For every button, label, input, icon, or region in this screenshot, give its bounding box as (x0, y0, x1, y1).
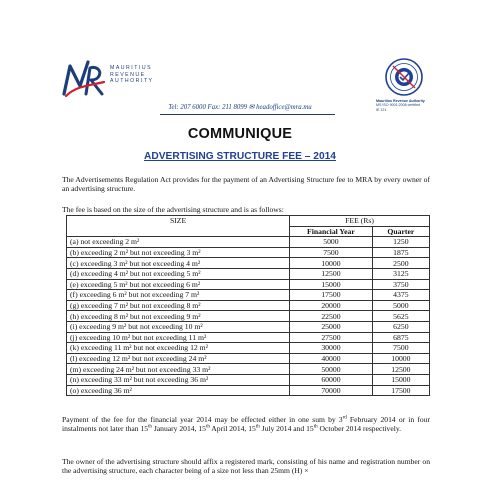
fee-table-body (67, 237, 430, 396)
cell-size: (c) exceeding 3 m² but not exceeding 4 m² (67, 258, 290, 269)
cell-size: (b) exceeding 2 m² but not exceeding 3 m² (67, 247, 290, 258)
cell-quarter: 1875 (372, 247, 429, 258)
cell-financial-year: 60000 (290, 374, 373, 385)
cell-financial-year: 30000 (290, 343, 373, 354)
cell-quarter: 10000 (372, 353, 429, 364)
cell-financial-year: 25000 (290, 321, 373, 332)
cell-quarter: 5625 (372, 311, 429, 322)
header-size: SIZE (67, 216, 290, 237)
cell-size: (g) exceeding 7 m² but not exceeding 8 m² (67, 300, 290, 311)
cell-financial-year: 40000 (290, 353, 373, 364)
cell-financial-year: 5000 (290, 237, 373, 248)
cell-quarter: 15000 (372, 374, 429, 385)
ordinal: th (313, 424, 318, 430)
cell-quarter: 2500 (372, 258, 429, 269)
certification-seal-icon (385, 58, 423, 96)
intro-paragraph: The Advertisements Regulation Act provides for the payment of an Advertising Structure fee to MRA by every owner of an advertising structure. (62, 175, 430, 194)
payment-text: Payment of the fee for the financial year 2014 may be effected either in one sum by 3 (62, 415, 343, 424)
cell-size: (n) exceeding 33 m² but not exceeding 36 m² (67, 374, 290, 385)
cell-financial-year: 12500 (290, 268, 373, 279)
mra-logo (62, 56, 154, 100)
cell-quarter: 1250 (372, 237, 429, 248)
fee-basis-paragraph: The fee is based on the size of the advertising structure and is as follows: (62, 205, 284, 214)
mra-logo-text (110, 65, 153, 85)
table-row (67, 247, 430, 258)
mra-logo-mark (62, 56, 106, 98)
cell-financial-year: 7500 (290, 247, 373, 258)
table-row (67, 268, 430, 279)
contact-divider (160, 114, 335, 115)
table-row (67, 300, 430, 311)
cell-size: (h) exceeding 8 m² but not exceeding 9 m² (67, 311, 290, 322)
header-quarter: Quarter (372, 226, 429, 237)
owner-notice-paragraph: The owner of the advertising structure should affix a registered mark, consisting of his name and registration number on the advertising structure, each character being of a size not less than 25mm (H) × (62, 457, 430, 476)
logo-text-line: MAURITIUS (110, 65, 153, 71)
cell-size: (f) exceeding 6 m² but not exceeding 7 m² (67, 290, 290, 301)
cell-quarter: 17500 (372, 385, 429, 396)
cell-financial-year: 22500 (290, 311, 373, 322)
cell-size: (e) exceeding 5 m² but not exceeding 6 m² (67, 279, 290, 290)
cell-size: (i) exceeding 9 m² but not exceeding 10 m² (67, 321, 290, 332)
cell-size: (l) exceeding 12 m² but not exceeding 24 m² (67, 353, 290, 364)
cell-quarter: 4375 (372, 290, 429, 301)
payment-text: July 2014 and 15 (259, 424, 314, 434)
cell-financial-year: 17500 (290, 290, 373, 301)
table-row (67, 343, 430, 354)
logo-text-line: REVENUE (110, 71, 146, 78)
page-title: COMMUNIQUE (187, 126, 293, 142)
table-row (67, 279, 430, 290)
table-row (67, 237, 430, 248)
payment-paragraph (62, 415, 430, 434)
ordinal: th (205, 424, 210, 430)
table-row (67, 258, 430, 269)
logo-text-line: AUTHORITY (110, 78, 154, 85)
cell-quarter: 6250 (372, 321, 429, 332)
table-row (67, 332, 430, 343)
cell-size: (m) exceeding 24 m² but not exceeding 33 m² (67, 364, 290, 375)
cell-quarter: 5000 (372, 300, 429, 311)
cell-size: (k) exceeding 11 m² but not exceeding 12 m² (67, 343, 290, 354)
cell-size: (o) exceeding 36 m² (67, 385, 290, 396)
cert-line: Mauritius Revenue Authority (376, 99, 425, 103)
cell-financial-year: 20000 (290, 300, 373, 311)
payment-text: April 2014, 15 (209, 424, 256, 434)
header-financial-year: Financial Year (290, 226, 373, 237)
cell-size: (a) not exceeding 2 m² (67, 237, 290, 248)
cell-quarter: 3125 (372, 268, 429, 279)
page-subtitle: ADVERTISING STRUCTURE FEE – 2014 (144, 151, 336, 162)
contact-line (0, 103, 480, 111)
ordinal: th (255, 424, 260, 430)
table-row (67, 353, 430, 364)
table-row (67, 311, 430, 322)
fee-table (66, 215, 430, 396)
cell-quarter: 3750 (372, 279, 429, 290)
payment-text: February 2014 or in four instalments not later than 15 (62, 415, 430, 434)
cell-financial-year: 10000 (290, 258, 373, 269)
cell-size: (d) exceeding 4 m² but not exceeding 5 m² (67, 268, 290, 279)
cert-line: MS ISO 9001:2008 certified (376, 103, 421, 108)
payment-text: January 2014, 15 (151, 424, 206, 434)
ordinal: th (148, 424, 152, 430)
cell-financial-year: 50000 (290, 364, 373, 375)
cell-financial-year: 15000 (290, 279, 373, 290)
cell-quarter: 6875 (372, 332, 429, 343)
table-row (67, 290, 430, 301)
payment-text: October 2014 respectively. (317, 424, 402, 434)
contact-text: Tel: 207 6000 Fax: 211 8099 ✉ headoffice@mra.mu (168, 104, 312, 111)
cert-line: IE 121 (376, 107, 387, 112)
cell-quarter: 7500 (372, 343, 429, 354)
table-row (67, 321, 430, 332)
cell-financial-year: 27500 (290, 332, 373, 343)
cell-quarter: 12500 (372, 364, 429, 375)
ordinal: rd (342, 415, 347, 421)
cell-financial-year: 70000 (290, 385, 373, 396)
table-row (67, 374, 430, 385)
cell-size: (j) exceeding 10 m² but not exceeding 11 m² (67, 332, 290, 343)
header-fee: FEE (Rs) (290, 216, 430, 227)
table-row (67, 364, 430, 375)
table-row (67, 385, 430, 396)
table-header-row (67, 216, 430, 227)
